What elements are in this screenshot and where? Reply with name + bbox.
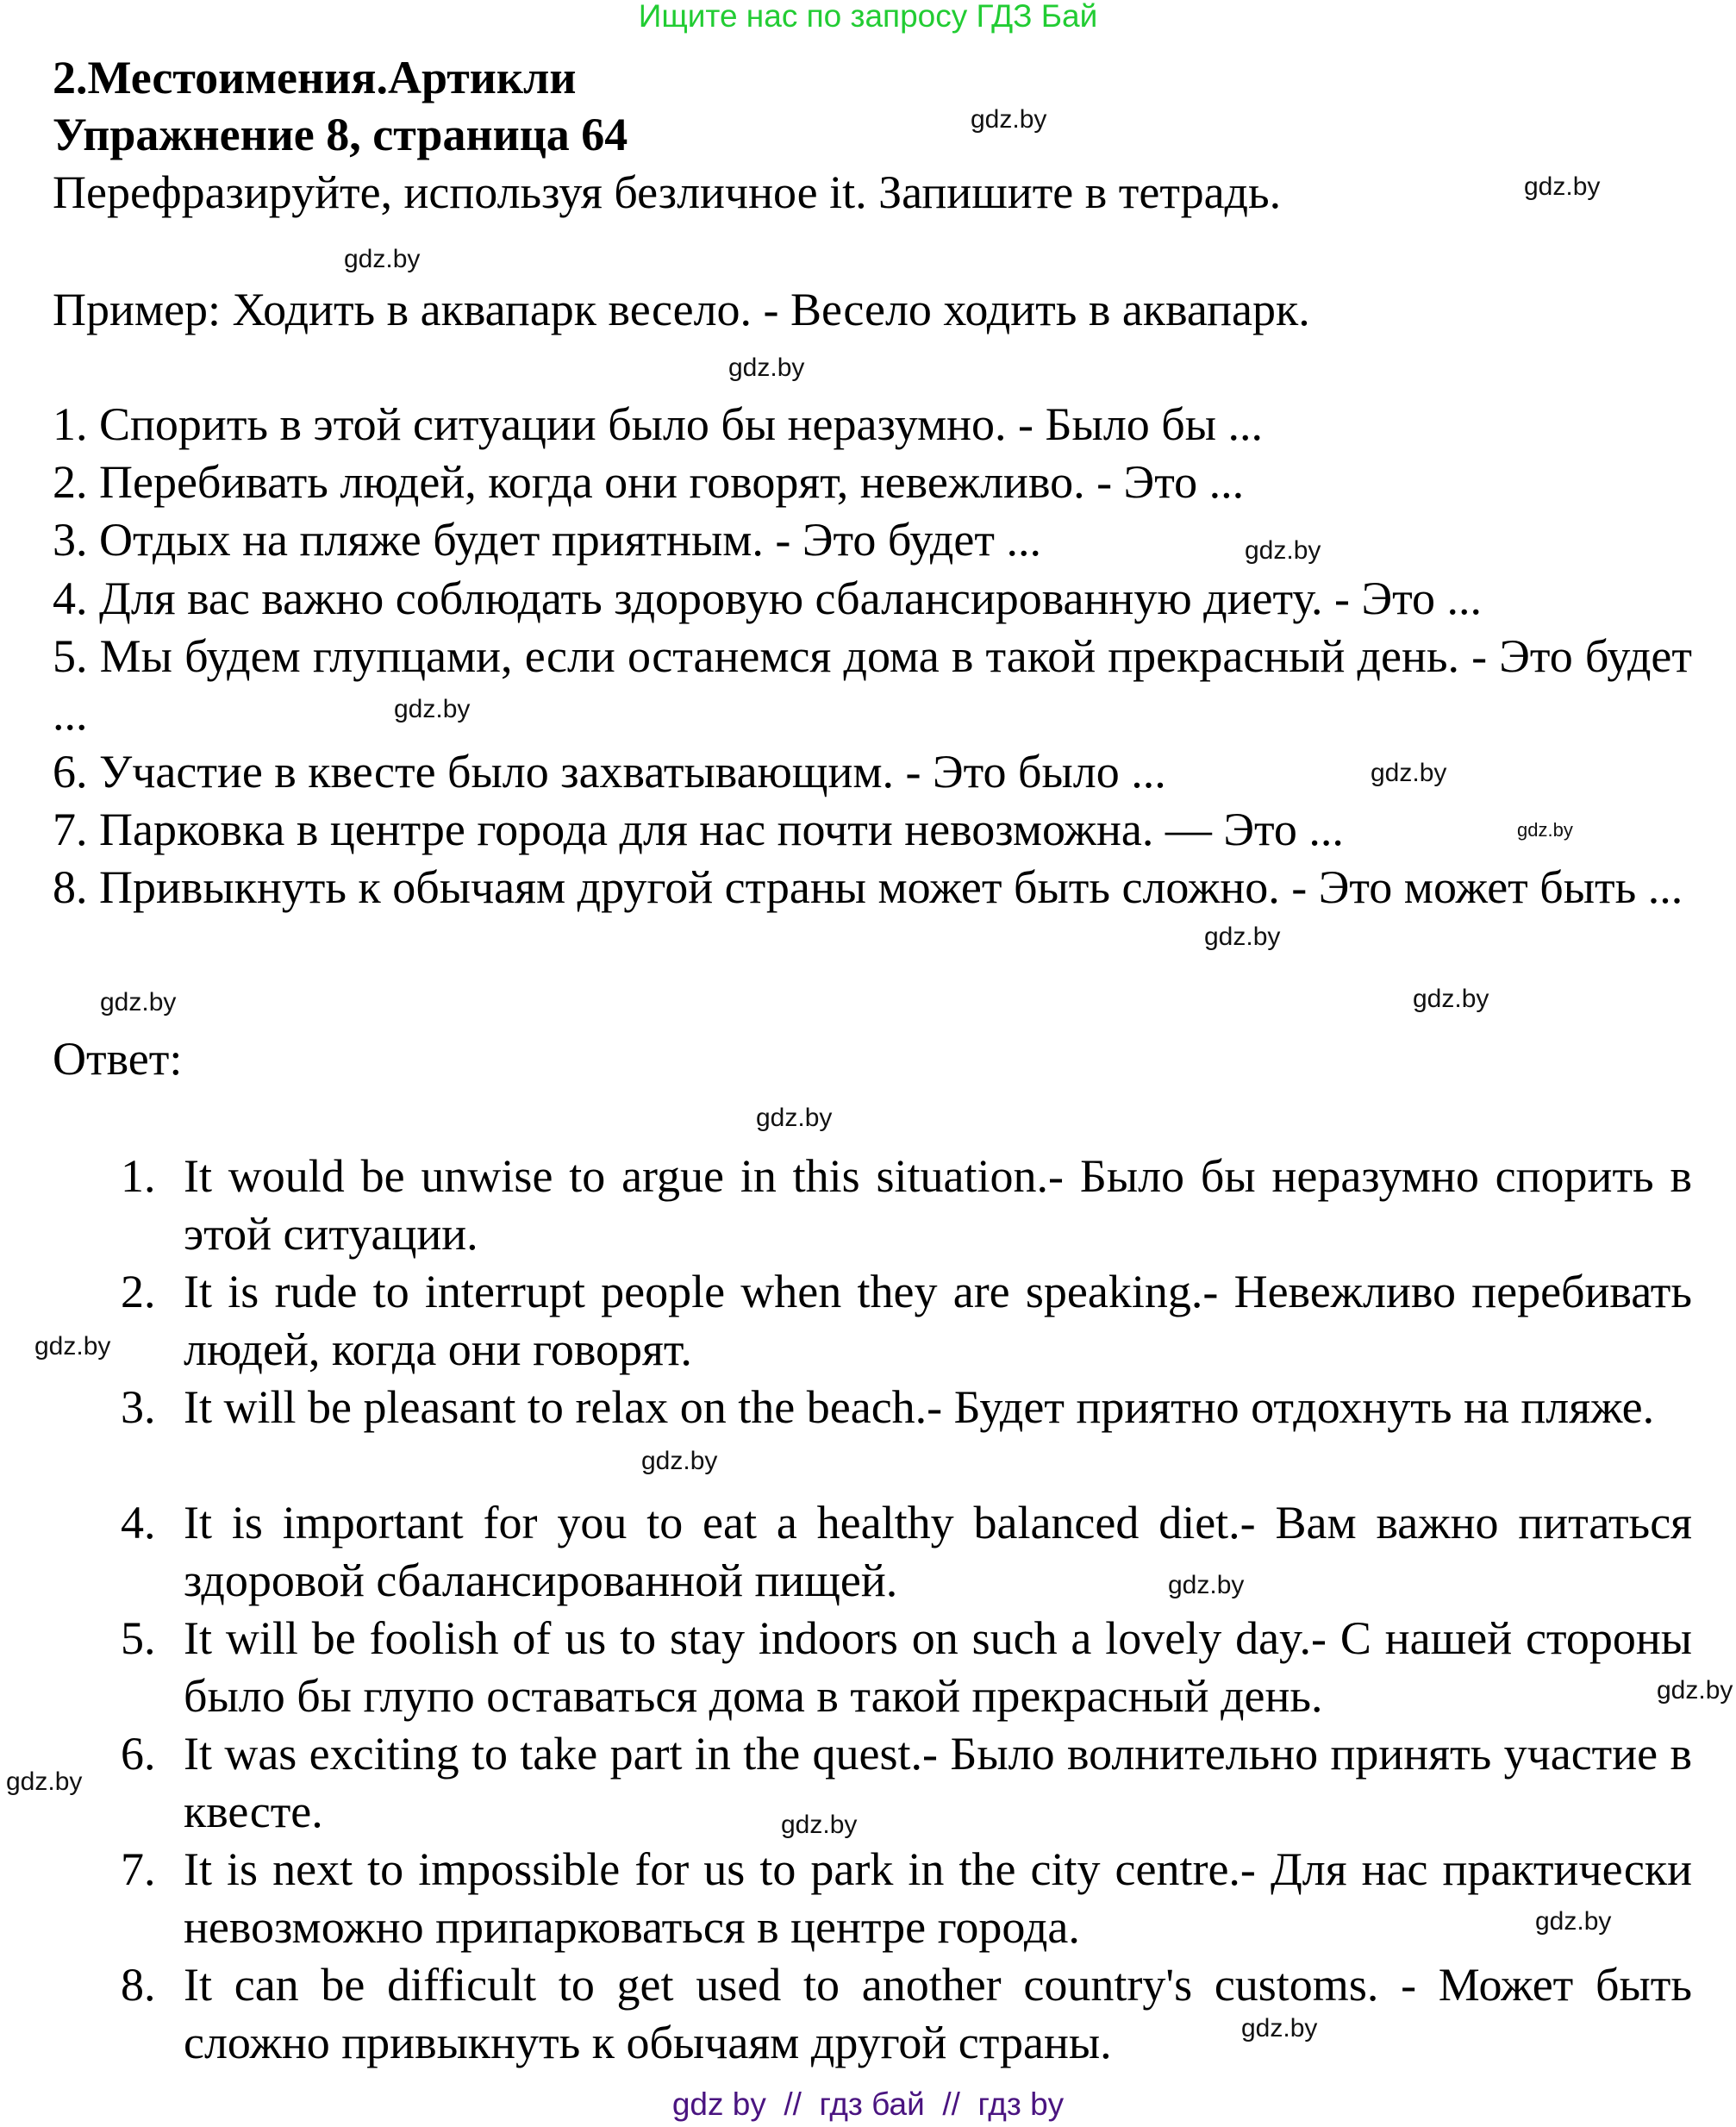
watermark: gdz.by <box>728 353 805 382</box>
answer-number: 4. <box>121 1497 156 1548</box>
watermark: gdz.by <box>781 1811 858 1839</box>
instruction: Перефразируйте, используя безличное it. Запишите в тетрадь. <box>53 166 1282 218</box>
watermark: gdz.by <box>971 105 1047 134</box>
answer-number: 2. <box>121 1266 156 1317</box>
answer-text: It is important for you to eat a healthy balanced diet.- Вам важно питаться здоровой сбалансированной пищей. <box>184 1497 1692 1606</box>
header-banner: Ищите нас по запросу ГДЗ Бай <box>638 0 1098 34</box>
watermark: gdz.by <box>1524 172 1601 201</box>
task-1: 1. Спорить в этой ситуации было бы неразумно. - Было бы ... <box>53 398 1264 450</box>
task-2: 2. Перебивать людей, когда они говорят, невежливо. - Это ... <box>53 456 1245 508</box>
task-3: 3. Отдых на пляже будет приятным. - Это будет ... <box>53 514 1041 566</box>
answer-number: 3. <box>121 1381 156 1433</box>
answer-6 <box>121 1725 1692 1841</box>
answer-text: It will be pleasant to relax on the beach.- Будет приятно отдохнуть на пляже. <box>184 1381 1655 1433</box>
answer-4 <box>121 1494 1692 1610</box>
watermark: gdz.by <box>6 1767 83 1796</box>
watermark: gdz.by <box>394 695 471 723</box>
answer-text: It will be foolish of us to stay indoors on such a lovely day.- С нашей стороны было бы глупо оставаться дома в такой прекрасный день. <box>184 1612 1692 1722</box>
watermark: gdz.by <box>1241 2014 1318 2043</box>
answer-8 <box>121 1956 1692 2072</box>
watermark: gdz.by <box>1535 1907 1612 1936</box>
watermark: gdz.by <box>1168 1571 1245 1599</box>
answer-text: It is rude to interrupt people when they are speaking.- Невежливо перебивать людей, когда они говорят. <box>184 1266 1692 1375</box>
task-5-text: 5. Мы будем глупцами, если останемся дома в такой прекрасный день. - Это будет ... <box>53 630 1692 740</box>
task-4: 4. Для вас важно соблюдать здоровую сбалансированную диету. - Это ... <box>53 572 1482 624</box>
task-8-text: 8. Привыкнуть к обычаям другой страны может быть сложно. - Это может быть ... <box>53 861 1683 913</box>
footer-banner: gdz by // гдз бай // гдз by <box>671 2086 1065 2122</box>
answer-text: It was exciting to take part in the quest.- Было волнительно принять участие в квесте. <box>184 1728 1692 1837</box>
answer-1 <box>121 1148 1692 1263</box>
example: Пример: Ходить в аквапарк весело. - Весело ходить в аквапарк. <box>53 284 1310 335</box>
watermark: gdz.by <box>1517 819 1573 841</box>
watermark: gdz.by <box>1657 1676 1733 1705</box>
answer-label: Ответ: <box>53 1033 183 1085</box>
watermark: gdz.by <box>1245 536 1321 565</box>
watermark: gdz.by <box>344 245 421 273</box>
answer-text: It can be difficult to get used to another country's customs. - Может быть сложно привыкнуть к обычаям другой страны. <box>184 1959 1692 2068</box>
answer-number: 5. <box>121 1612 156 1664</box>
task-8 <box>53 859 1692 916</box>
answer-5 <box>121 1610 1692 1725</box>
watermark: gdz.by <box>1204 923 1281 951</box>
section-title: 2.Местоимения.Артикли <box>53 52 577 103</box>
watermark: gdz.by <box>641 1447 718 1475</box>
answer-3 <box>121 1379 1692 1436</box>
watermark: gdz.by <box>756 1104 833 1132</box>
task-7: 7. Парковка в центре города для нас почти невозможна. — Это ... <box>53 804 1344 855</box>
exercise-title: Упражнение 8, страница 64 <box>53 109 628 160</box>
watermark: gdz.by <box>1413 985 1489 1013</box>
answer-number: 1. <box>121 1150 156 1202</box>
answer-number: 7. <box>121 1843 156 1895</box>
watermark: gdz.by <box>100 988 177 1017</box>
answer-7 <box>121 1841 1692 1956</box>
task-6: 6. Участие в квесте было захватывающим. - Это было ... <box>53 746 1166 798</box>
answer-2 <box>121 1263 1692 1379</box>
answer-text: It is next to impossible for us to park in the city centre.- Для нас практически невозможно припарковаться в центре города. <box>184 1843 1692 1953</box>
answer-text: It would be unwise to argue in this situation.- Было бы неразумно спорить в этой ситуации. <box>184 1150 1692 1260</box>
answer-number: 8. <box>121 1959 156 2011</box>
watermark: gdz.by <box>1371 759 1447 787</box>
task-5 <box>53 628 1692 743</box>
answer-number: 6. <box>121 1728 156 1780</box>
watermark: gdz.by <box>34 1332 111 1361</box>
